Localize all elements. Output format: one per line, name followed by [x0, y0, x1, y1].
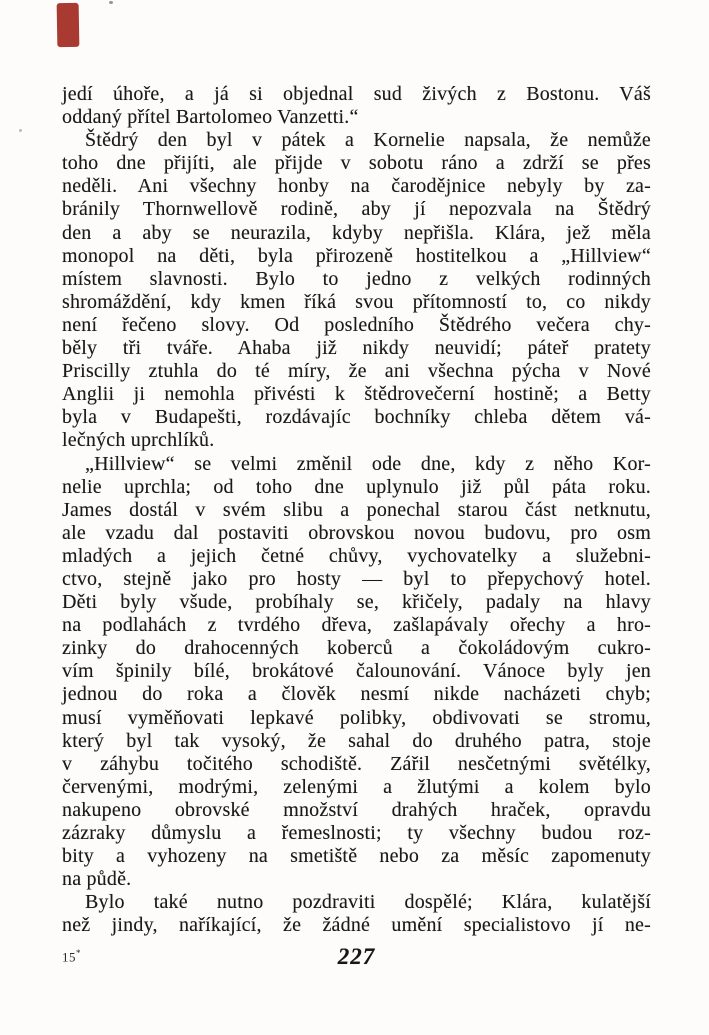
text-line: „Hillview“ se velmi změnil ode dne, kdy z něho Kor- — [85, 452, 651, 475]
text-line: Štědrý den byl v pátek a Kornelie napsala, že nemůže — [85, 129, 651, 152]
text-line: lečných uprchlíků. — [62, 429, 215, 452]
text-line: byla v Budapešti, rozdávajíc bochníky chleba dětem vá- — [62, 406, 651, 429]
scan-speck — [19, 129, 22, 132]
text-line: zinky do drahocenných koberců a čokoládovým cukro- — [62, 637, 651, 660]
text-line: jedí úhoře, a já si objednal sud živých z Bostonu. Váš — [62, 83, 651, 105]
red-margin-mark — [57, 3, 80, 47]
text-line: bity a vyhozeny na smetiště nebo za měsíc zapomenuty — [62, 845, 651, 868]
text-line: na podlahách z tvrdého dřeva, zašlapávaly ořechy a hro- — [62, 614, 651, 637]
text-line: neděli. Ani všechny honby na čarodějnice nebyly by za- — [62, 175, 651, 198]
body-text-block — [62, 83, 651, 937]
text-line: není řečeno slovy. Od posledního Štědrého večera chy- — [62, 313, 651, 336]
text-line: Priscilly ztuhla do té míry, že ani všechna pýcha v Nové — [62, 360, 651, 383]
text-line: James dostál v svém slibu a ponechal starou část netknutu, — [62, 498, 651, 521]
text-line: který byl tak vysoký, že sahal do druhého patra, stoje — [62, 729, 651, 752]
text-line: monopol na děti, byla přirozeně hostitelkou a „Hillview“ — [62, 244, 651, 267]
text-line: musí vyměňovati lepkavé polibky, obdivovati se stromu, — [62, 706, 651, 729]
text-line: Bylo také nutno pozdraviti dospělé; Klára, kulatější — [85, 891, 651, 914]
text-line: nakupeno obrovské množství drahých hraček, opravdu — [62, 798, 651, 821]
scan-speck — [109, 1, 113, 4]
text-line: vím špinily bílé, brokátové čalounování. Vánoce byly jen — [62, 660, 651, 683]
text-line: jednou do roka a člověk nesmí nikde nacházeti chyb; — [62, 683, 651, 706]
signature-star: * — [76, 948, 81, 958]
text-line: bránily Thornwellově rodině, aby jí nepozvala na Štědrý — [62, 198, 651, 221]
text-line: červenými, modrými, zelenými a žlutými a kolem bylo — [62, 775, 651, 798]
text-line: oddaný přítel Bartolomeo Vanzetti.“ — [62, 106, 359, 129]
text-line: shromáždění, kdy kmen říká svou přítomností to, co nikdy — [62, 290, 651, 313]
text-line: toho dne přijíti, ale přijde v sobotu ráno a zdrží se přes — [62, 152, 651, 175]
text-line: ale vzadu dal postaviti obrovskou novou budovu, pro osm — [62, 521, 651, 544]
page-number: 227 — [337, 944, 376, 969]
text-line: běly tři tváře. Ahaba již nikdy neuvidí; páteř pratety — [62, 337, 651, 360]
text-line: nelie uprchla; od toho dne uplynulo již půl páta roku. — [62, 475, 651, 498]
text-line: mladých a jejich četné chůvy, vychovatelky a služebni- — [62, 544, 651, 567]
text-line: místem slavnosti. Bylo to jedno z velkých rodinných — [62, 267, 651, 290]
text-line: než jindy, naříkající, že žádné umění specialistovo jí ne- — [62, 914, 651, 937]
text-line: Anglii ji nemohla přivésti k štědrovečerní hostině; a Betty — [62, 383, 651, 406]
signature-number: 15 — [62, 949, 76, 965]
text-line: na půdě. — [62, 868, 132, 891]
text-line: Děti byly všude, probíhaly se, křičely, padaly na hlavy — [62, 591, 651, 614]
text-line: den a aby se neurazila, kdyby nepřišla. Klára, jež měla — [62, 221, 651, 244]
text-line: zázraky důmyslu a řemeslnosti; ty všechny budou roz- — [62, 822, 651, 844]
text-line: ctvo, stejně jako pro hosty — byl to přepychový hotel. — [62, 567, 651, 590]
text-line: v záhybu točitého schodiště. Zářil nesčetnými světélky, — [62, 752, 651, 775]
